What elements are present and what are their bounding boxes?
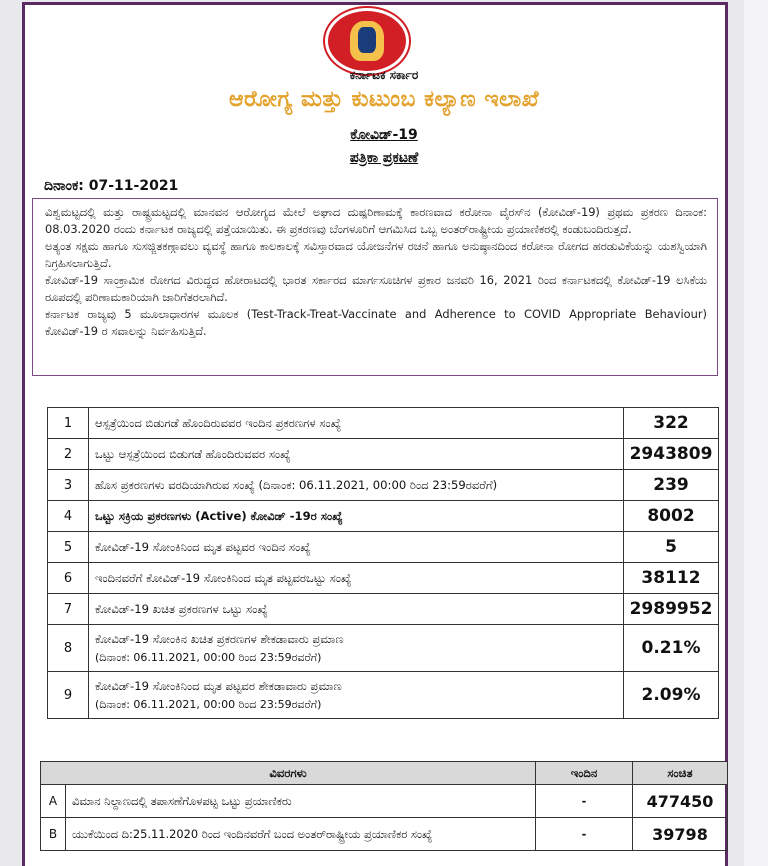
- row-letter: A: [41, 785, 66, 818]
- row-cumulative: 477450: [633, 785, 728, 818]
- table-row: [48, 625, 719, 672]
- government-emblem-icon: [325, 8, 409, 74]
- table-row: [48, 672, 719, 719]
- release-type: ಪತ್ರಿಕಾ ಪ್ರಕಟಣೆ: [349, 150, 419, 166]
- row-number: 6: [48, 563, 89, 594]
- travel-table: [40, 761, 728, 851]
- row-value: 2943809: [624, 439, 719, 470]
- row-value: 8002: [624, 501, 719, 532]
- header-cumulative: ಸಂಚಿತ: [633, 762, 728, 785]
- table-row: [41, 785, 728, 818]
- row-number: 2: [48, 439, 89, 470]
- row-label: ಕೋವಿಡ್-19 ಸೋಂಕಿನಿಂದ ಮೃತ ಪಟ್ಟವರ ಇಂದಿನ ಸಂಖ್ಯೆ: [89, 532, 624, 563]
- intro-paragraph: ಕರ್ನಾಟಕ ರಾಜ್ಯವು 5 ಮೂಲಾಧಾರಗಳ ಮೂಲಕ (Test-Track-Treat-Vaccinate and Adherence to COVID Appropriate Behaviour) ಕೋವಿಡ್-19 ರ ಸವಾಲನ್ನು ನಿರ್ವಹಿಸುತ್ತಿದೆ.: [45, 307, 707, 338]
- row-value: 2.09%: [624, 672, 719, 719]
- row-value: 0.21%: [624, 625, 719, 672]
- table-row: [48, 563, 719, 594]
- row-today: -: [536, 785, 633, 818]
- row-label: ಕೋವಿಡ್-19 ಸೋಂಕಿನಿಂದ ಮೃತ ಪಟ್ಟವರ ಶೇಕಡಾವಾರು ಪ್ರಮಾಣ: [95, 678, 342, 693]
- table-row: [48, 439, 719, 470]
- intro-paragraph: ವಿಶ್ವಮಟ್ಟದಲ್ಲಿ ಮತ್ತು ರಾಷ್ಟ್ರಮಟ್ಟದಲ್ಲಿ ಮಾನವನ ಆರೋಗ್ಯದ ಮೇಲೆ ಅಘಾದ ದುಷ್ಪರಿಣಾಮಕ್ಕೆ ಕಾರಣವಾದ ಕರೋನಾ ವೈರಸ್‌ನ (ಕೋವಿಡ್-19) ಪ್ರಥಮ ಪ್ರಕರಣ ದಿನಾಂಕ: 08.03.2020 ರಂದು ಕರ್ನಾಟಕ ರಾಜ್ಯದಲ್ಲಿ ಪತ್ತೆಯಾಯಿತು. ಈ ಪ್ರಕರಣವು ಬೆಂಗಳೂರಿಗೆ ಆಗಮಿಸಿದ ಒಬ್ಬ ಅಂತರ್‌ರಾಷ್ಟ್ರೀಯ ಪ್ರಯಾಣಿಕರಲ್ಲಿ ಕಂಡುಬಂದಿರುತ್ತದೆ.: [45, 205, 707, 236]
- stats-table: [47, 407, 719, 719]
- row-cumulative: 39798: [633, 818, 728, 851]
- row-number: 1: [48, 408, 89, 439]
- table-row: [48, 408, 719, 439]
- row-value: 5: [624, 532, 719, 563]
- subject-title: ಕೋವಿಡ್-19: [350, 127, 418, 143]
- row-label-date: (ದಿನಾಂಕ: 06.11.2021, 00:00 ರಿಂದ 23:59ರವರೆಗೆ): [95, 650, 322, 664]
- row-label: ಒಟ್ಟು ಆಸ್ಪತ್ರೆಯಿಂದ ಬಿಡುಗಡೆ ಹೊಂದಿರುವವರ ಸಂಖ್ಯೆ: [89, 439, 624, 470]
- table-row: [48, 594, 719, 625]
- header-details: ವಿವರಗಳು: [41, 762, 536, 785]
- row-label: ಆಸ್ಪತ್ರೆಯಿಂದ ಬಿಡುಗಡೆ ಹೊಂದಿರುವವರ ಇಂದಿನ ಪ್ರಕರಣಗಳ ಸಂಖ್ಯೆ: [89, 408, 624, 439]
- row-number: 9: [48, 672, 89, 719]
- table-header-row: [41, 762, 728, 785]
- row-label-cell: [89, 625, 624, 672]
- row-number: 5: [48, 532, 89, 563]
- row-value: 239: [624, 470, 719, 501]
- row-label: ಇಂದಿನವರೆಗೆ ಕೋವಿಡ್-19 ಸೋಂಕಿನಿಂದ ಮೃತ ಪಟ್ಟವರಒಟ್ಟು ಸಂಖ್ಯೆ: [89, 563, 624, 594]
- row-number: 8: [48, 625, 89, 672]
- row-number: 7: [48, 594, 89, 625]
- row-value: 38112: [624, 563, 719, 594]
- government-name: ಕರ್ನಾಟಕ ಸರ್ಕಾರ: [349, 68, 419, 82]
- row-label: ಒಟ್ಟು ಸಕ್ರಿಯ ಪ್ರಕರಣಗಳು (Active) ಕೋವಿಡ್ -19ರ ಸಂಖ್ಯೆ: [89, 501, 624, 532]
- intro-box: [32, 198, 718, 376]
- row-label-date: (ದಿನಾಂಕ: 06.11.2021, 00:00 ರಿಂದ 23:59ರವರೆಗೆ): [95, 697, 322, 711]
- row-label-cell: [89, 672, 624, 719]
- row-label: ಕೋವಿಡ್-19 ಖಚಿತ ಪ್ರಕರಣಗಳ ಒಟ್ಟು ಸಂಖ್ಯೆ: [89, 594, 624, 625]
- row-label: ಕೋವಿಡ್-19 ಸೋಂಕಿನ ಖಚಿತ ಪ್ರಕರಣಗಳ ಶೇಕಡಾವಾರು ಪ್ರಮಾಣ: [95, 631, 344, 646]
- row-today: -: [536, 818, 633, 851]
- table-row: [48, 532, 719, 563]
- release-date: ದಿನಾಂಕ: 07-11-2021: [44, 178, 179, 194]
- row-label: ವಿಮಾನ ನಿಲ್ದಾಣದಲ್ಲಿ ತಪಾಸಣೆಗೊಳಪಟ್ಟ ಒಟ್ಟು ಪ್ರಯಾಣಿಕರು: [66, 785, 536, 818]
- table-row: [41, 818, 728, 851]
- row-number: 4: [48, 501, 89, 532]
- row-label: ಯುಕೆಯಿಂದ ದಿ:25.11.2020 ರಿಂದ ಇಂದಿನವರೆಗೆ ಬಂದ ಅಂತರ್‌ರಾಷ್ಟ್ರೀಯ ಪ್ರಯಾಣಿಕರ ಸಂಖ್ಯೆ: [66, 818, 536, 851]
- department-title: ಆರೋಗ್ಯ ಮತ್ತು ಕುಟುಂಬ ಕಲ್ಯಾಣ ಇಲಾಖೆ: [228, 87, 540, 112]
- intro-paragraph: ಕೋವಿಡ್-19 ಸಾಂಕ್ರಾಮಿಕ ರೋಗದ ವಿರುದ್ಧದ ಹೋರಾಟದಲ್ಲಿ ಭಾರತ ಸರ್ಕಾರದ ಮಾರ್ಗಸೂಚಿಗಳ ಪ್ರಕಾರ ಜನವರಿ 16, 2021 ರಿಂದ ಕರ್ನಾಟಕದಲ್ಲಿ ಕೋವಿಡ್-19 ಲಸಿಕೆಯ ರೂಪದಲ್ಲಿ ಪರಿಣಾಮಕಾರಿಯಾಗಿ ಜಾರಿಗೆತರಲಾಗಿದೆ.: [45, 273, 707, 304]
- intro-paragraph: ಅತ್ಯಂತ ಸಕ್ಷಮ ಹಾಗೂ ಸುಸಜ್ಜಿತಕಣ್ಗಾವಲು ವ್ಯವಸ್ಥೆ ಹಾಗೂ ಕಾಲಕಾಲಕ್ಕೆ ಸವಿಸ್ತಾರವಾದ ಯೋಜನೆಗಳ ರಚನೆ ಹಾಗೂ ಅನುಷ್ಠಾನದಿಂದ ಕರೋನಾ ರೋಗದ ಹರಡುವಿಕೆಯನ್ನು ಯಶಸ್ವಿಯಾಗಿ ನಿಗ್ರಹಿಸಲಾಗುತ್ತಿದೆ.: [45, 239, 707, 270]
- row-value: 322: [624, 408, 719, 439]
- row-letter: B: [41, 818, 66, 851]
- row-value: 2989952: [624, 594, 719, 625]
- table-row: [48, 470, 719, 501]
- row-number: 3: [48, 470, 89, 501]
- header-today: ಇಂದಿನ: [536, 762, 633, 785]
- table-row: [48, 501, 719, 532]
- row-label: ಹೊಸ ಪ್ರಕರಣಗಳು ವರದಿಯಾಗಿರುವ ಸಂಖ್ಯೆ (ದಿನಾಂಕ: 06.11.2021, 00:00 ರಿಂದ 23:59ರವರೆಗೆ): [89, 470, 624, 501]
